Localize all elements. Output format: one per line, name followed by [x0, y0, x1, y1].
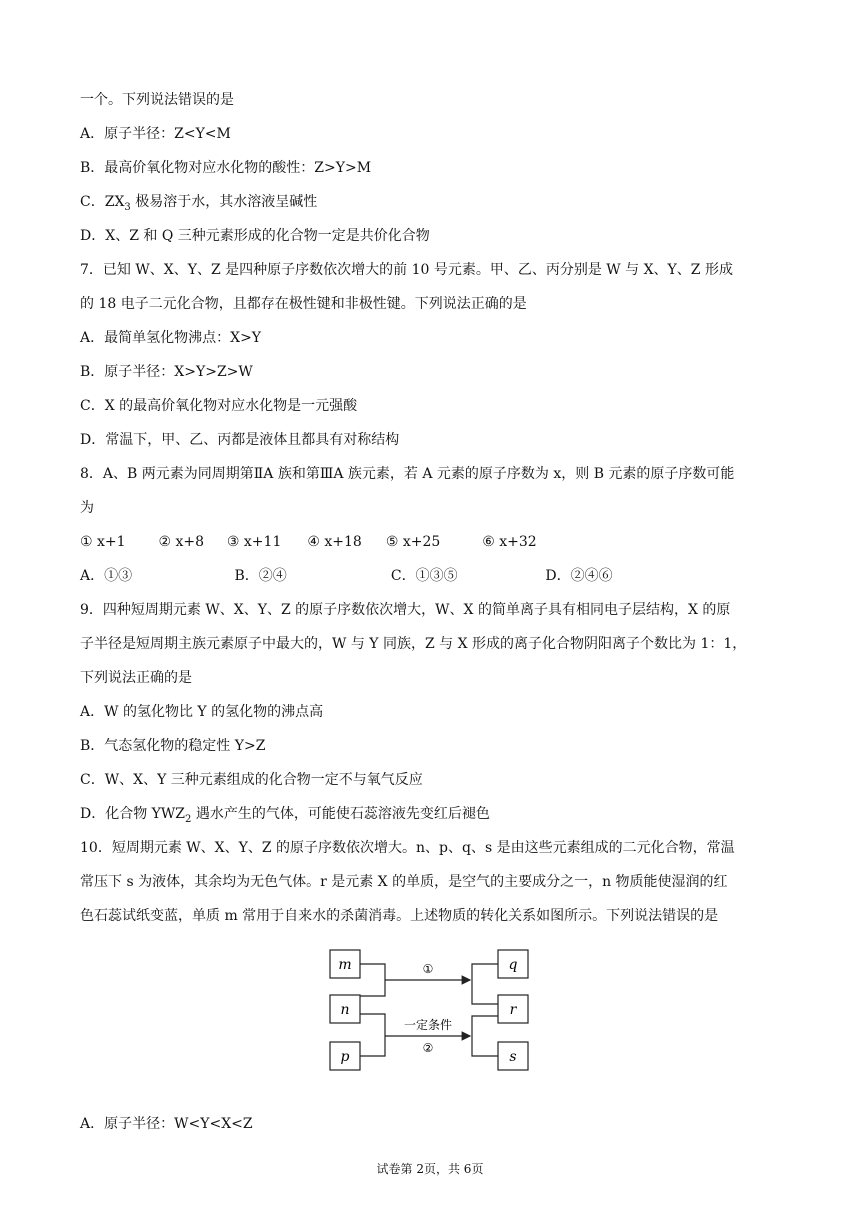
option-c: C．$ZX_3$ 极易溶于水，其水溶液呈碱性	[80, 194, 318, 213]
question-8-choices	[80, 532, 537, 552]
text-line: 一个。下列说法错误的是	[80, 92, 234, 108]
question-10-stem-cont: 常压下 s 为液体，其余均为无色气体。r 是元素 X 的单质，是空气的主要成分之一，n 物质能使湿润的红	[80, 874, 728, 890]
choice: ⑤ x+25	[385, 534, 441, 550]
question-7-stem-cont: 的 18 电子二元化合物，且都存在极性键和非极性键。下列说法正确的是	[80, 296, 527, 312]
choice: ② x+8	[158, 534, 204, 550]
box-r-label: r	[509, 1002, 517, 1018]
option-a: A．①③	[80, 568, 133, 584]
option-d: D．化合物 $YWZ_2$ 遇水产生的气体，可能使石蕊溶液先变红后褪色	[80, 806, 490, 825]
box-m-label: m	[338, 957, 352, 973]
option-c: C．①③⑤	[390, 568, 458, 584]
question-9-stem-cont: 下列说法正确的是	[80, 670, 192, 686]
question-7-stem: 7．已知 W、X、Y、Z 是四种原子序数依次增大的前 10 号元素。甲、乙、丙分别是 W 与 X、Y、Z 形成	[80, 262, 733, 278]
reaction-1-label: ①	[422, 962, 434, 976]
option-c: C．X 的最高价氧化物对应水化物是一元强酸	[80, 398, 358, 414]
bracket-line	[472, 1016, 498, 1056]
option-d: D．常温下，甲、乙、丙都是液体且都具有对称结构	[80, 432, 400, 448]
box-s-label: s	[509, 1049, 517, 1065]
choice: ④ x+18	[307, 534, 362, 550]
option-c: C．W、X、Y 三种元素组成的化合物一定不与氧气反应	[80, 772, 423, 788]
reaction-2-condition: 一定条件	[403, 1018, 453, 1032]
reaction-2-label: ②	[422, 1041, 434, 1055]
question-9-stem-cont: 子半径是短周期主族元素原子中最大的，W 与 Y 同族，Z 与 X 形成的离子化合物阴阳离子个数比为 1：1，	[80, 636, 747, 652]
option-b: B．②④	[234, 568, 287, 584]
option-a: A．原子半径：Z<Y<M	[80, 126, 231, 142]
transformation-diagram	[320, 940, 540, 1080]
question-8-stem: 8．A、B 两元素为同周期第ⅡA 族和第ⅢA 族元素，若 A 元素的原子序数为 x，则 B 元素的原子序数可能	[80, 466, 735, 482]
option-a: A．原子半径：W<Y<X<Z	[80, 1116, 253, 1132]
bracket-line	[472, 964, 498, 1004]
bracket-line	[360, 1014, 385, 1056]
box-q-label: q	[508, 957, 518, 973]
choice: ① x+1	[80, 534, 126, 550]
bracket-line	[360, 964, 385, 996]
option-a: A．最简单氢化物沸点：X>Y	[80, 330, 262, 346]
box-p-label: p	[340, 1049, 350, 1065]
choice: ③ x+11	[226, 534, 282, 550]
question-10-stem-cont: 色石蕊试纸变蓝，单质 m 常用于自来水的杀菌消毒。上述物质的转化关系如图所示。下列说法错误的是	[80, 908, 719, 924]
box-n-label: n	[340, 1002, 350, 1018]
option-d: D．②④⑥	[545, 568, 613, 584]
question-9-stem: 9．四种短周期元素 W、X、Y、Z 的原子序数依次增大，W、X 的简单离子具有相同电子层结构，X 的原	[80, 602, 731, 618]
option-d: D．X、Z 和 Q 三种元素形成的化合物一定是共价化合物	[80, 228, 430, 244]
option-b: B．气态氢化物的稳定性 Y>Z	[80, 738, 266, 754]
question-10-stem: 10．短周期元素 W、X、Y、Z 的原子序数依次增大。n、p、q、s 是由这些元素组成的二元化合物，常温	[80, 840, 735, 856]
option-b: B．原子半径：X>Y>Z>W	[80, 364, 253, 380]
page-footer: 试卷第 2页，共 6页	[376, 1162, 484, 1176]
question-8-options	[80, 566, 613, 586]
option-b: B．最高价氧化物对应水化物的酸性：Z>Y>M	[80, 160, 372, 176]
question-8-stem-cont: 为	[80, 500, 94, 516]
choice: ⑥ x+32	[482, 534, 537, 550]
option-a: A．W 的氢化物比 Y 的氢化物的沸点高	[80, 704, 324, 720]
